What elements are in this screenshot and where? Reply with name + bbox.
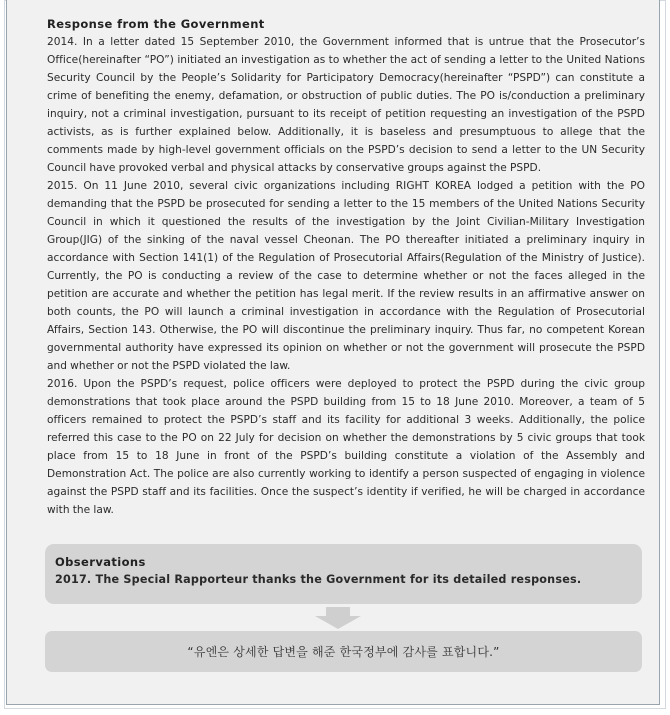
- observations-text: 2017. The Special Rapporteur thanks the Government for its detailed responses.: [55, 573, 582, 586]
- government-response-section: [47, 15, 645, 519]
- korean-quote-text: “유엔은 상세한 답변을 해준 한국정부에 감사를 표합니다.”: [187, 645, 500, 659]
- observations-title: Observations: [55, 555, 146, 569]
- down-arrow-icon: [315, 607, 361, 629]
- paragraph-2014: 2014. In a letter dated 15 September 2010, the Government informed that is untrue that the Prosecutor’s Office(hereinafter “PO”) initiated an investigation as to whether the act of sending a letter to the United Nations Security Council by the People’s Solidarity for Participatory Democracy(hereinafter “PSPD”) can constitute a crime of benefiting the enemy, defamation, or obstruction of public duties. The PO is/conduction a preliminary inquiry, not a criminal investigation, pursuant to its receipt of petition requesting an investigation of the PSPD activists, as is further explained below. Additionally, it is baseless and presumptuous to allege that the comments made by high-level government officials on the PSPD’s decision to send a letter to the UN Security Council have provoked verbal and physical attacks by conservative groups against the PSPD.: [47, 36, 645, 174]
- korean-quote-box: [45, 631, 642, 672]
- response-heading: Response from the Government: [47, 17, 265, 31]
- observations-box: [45, 544, 642, 604]
- paragraph-2016: 2016. Upon the PSPD’s request, police officers were deployed to protect the PSPD during the civic group demonstrations that took place around the PSPD building from 15 to 18 June 2010. Moreover, a team of 5 officers remained to protect the PSPD’s staff and its facility for additional 3 weeks. Additionally, the police referred this case to the PO on 22 July for decision on whether the demonstrations by 5 civic groups that took place from 15 to 18 June in front of the PSPD’s building constitute a violation of the Assembly and Demonstration Act. The police are also currently working to identify a person suspected of engaging in violence against the PSPD staff and its facilities. Once the suspect’s identity if verified, he will be charged in accordance with the law.: [47, 378, 645, 516]
- paragraph-2015: 2015. On 11 June 2010, several civic organizations including RIGHT KOREA lodged a petition with the PO demanding that the PSPD be prosecuted for sending a letter to the 15 members of the United Nations Security Council in which it questioned the results of the investigation by the Joint Civilian-Military Investigation Group(JIG) of the sinking of the naval vessel Cheonan. The PO thereafter initiated a preliminary inquiry in accordance with Section 141(1) of the Regulation of Prosecutorial Affairs(Regulation of the Ministry of Justice). Currently, the PO is conducting a review of the case to determine whether or not the faces alleged in the petition are accurate and whether the petition has legal merit. If the review results in an affirmative answer on both counts, the PO will launch a criminal investigation in accordance with the Regulation of Prosecutorial Affairs, Section 143. Otherwise, the PO will discontinue the preliminary inquiry. Thus far, no competent Korean governmental authority have expressed its opinion on whether or not the government will prosecute the PSPD and whether or not the PSPD violated the law.: [47, 180, 645, 372]
